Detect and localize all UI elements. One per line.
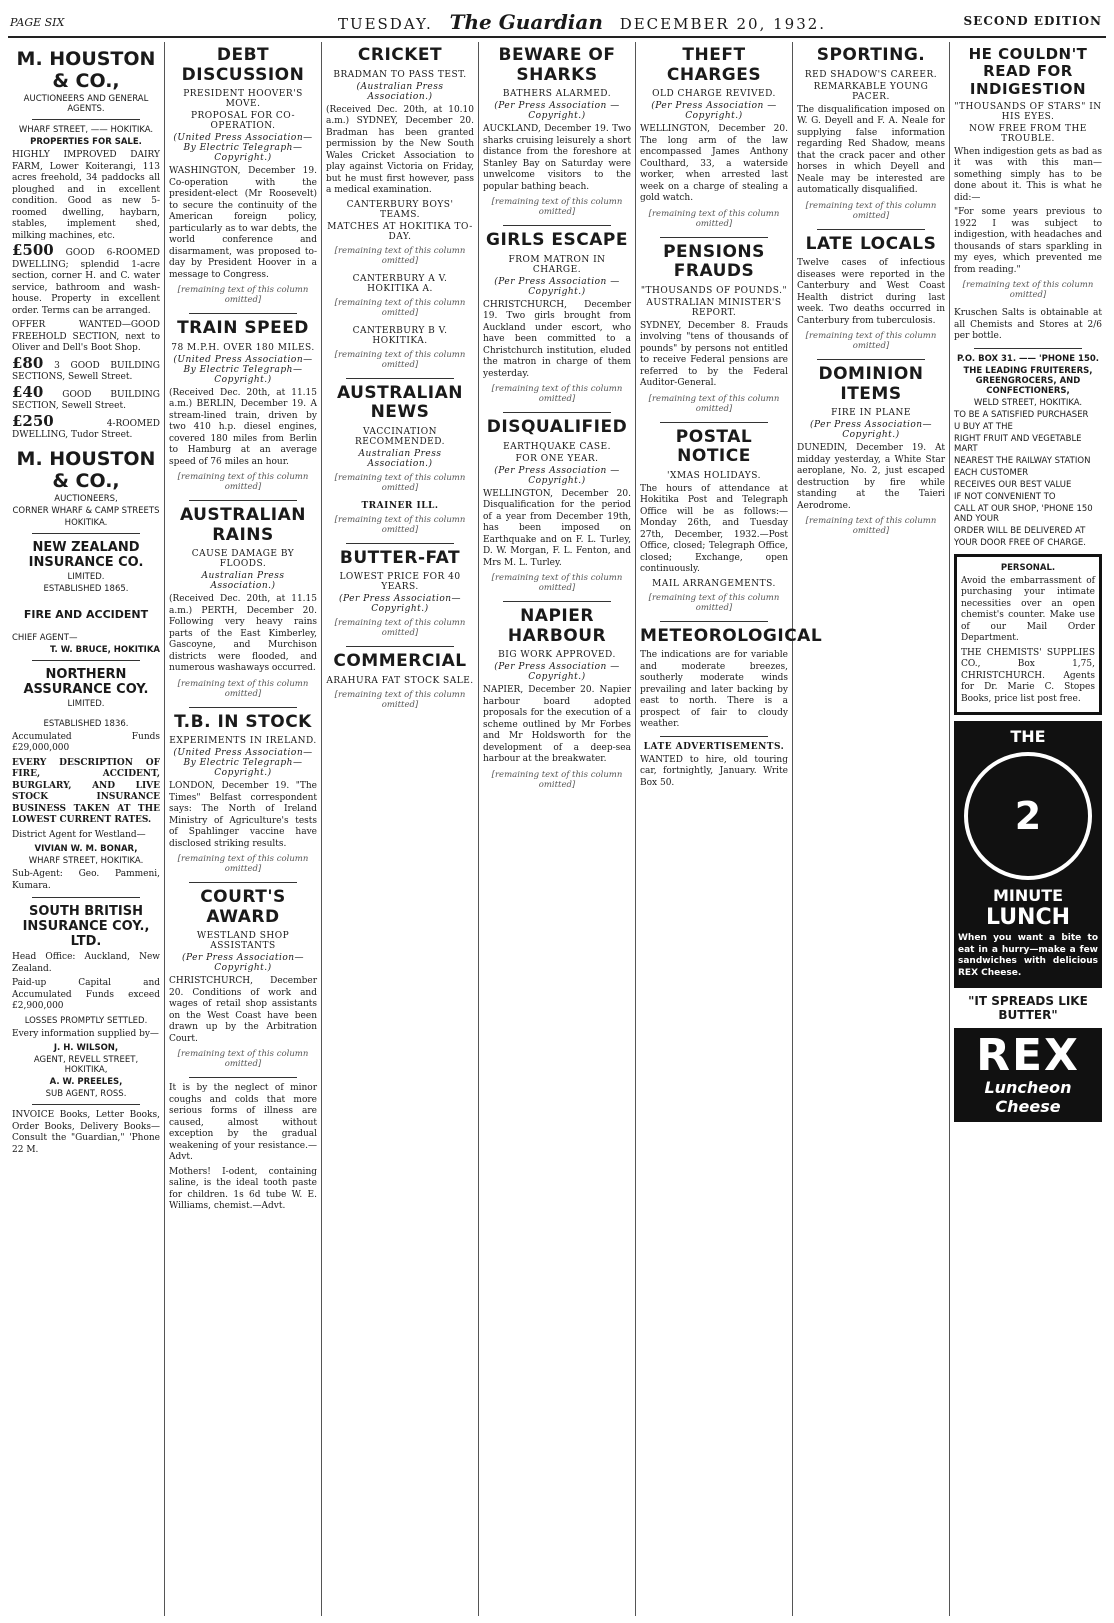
nz-insurance-limited: LIMITED. — [67, 571, 105, 582]
price-40: £40 — [12, 382, 44, 401]
headline-late-locals: LATE LOCALS — [805, 233, 937, 254]
ad-freehold: OFFER WANTED—GOOD FREEHOLD SECTION, next to Oliver and Dell's Boot Shop. — [12, 320, 160, 353]
late-advertisements-heading: LATE ADVERTISEMENTS. — [643, 741, 785, 752]
column-4 — [479, 42, 636, 1616]
headline-sporting: SPORTING. — [816, 45, 926, 65]
divider — [189, 882, 297, 883]
headline-beware-of-sharks: BEWARE OF SHARKS — [498, 45, 616, 85]
northern-established: ESTABLISHED 1836. — [43, 718, 129, 729]
omitted-note: [remaining text of this column omitted] — [805, 200, 937, 221]
fruiterer-line: U BUY AT THE — [954, 421, 1013, 432]
divider — [32, 660, 140, 661]
rex-logo — [954, 1028, 1102, 1122]
properties-heading: PROPERTIES FOR SALE. — [30, 137, 142, 147]
article-body: The indications are for variable and moderate breezes, southerly moderate winds prevailing and later backing by east to north. There is a prospect of fair to cloudy weather. — [640, 650, 788, 730]
omitted-note: [remaining text of this column omitted] — [334, 472, 466, 493]
article-body: AUCKLAND, December 19. Two sharks cruising leisurely a short distance from the foreshore at Stanley Bay on Saturday were unwelcome visitors to the popular bathing beach. — [483, 124, 631, 192]
omitted-note: [remaining text of this column omitted] — [805, 331, 937, 352]
divider — [660, 621, 768, 622]
subhead: MAIL ARRANGEMENTS. — [652, 578, 776, 589]
omitted-note: [remaining text of this column omitted] — [491, 769, 623, 790]
rex-luncheon: Luncheon Cheese — [984, 1078, 1072, 1117]
subhead: OLD CHARGE REVIVED. — [652, 89, 776, 100]
omitted-note: [remaining text of this column omitted] — [334, 245, 466, 266]
subhead: CANTERBURY BOYS' TEAMS. — [346, 199, 454, 220]
subhead: FOR ONE YEAR. — [515, 453, 599, 464]
edition-label: SECOND EDITION — [963, 14, 1102, 28]
article-body: CHRISTCHURCH, December 19. Two girls brought from Auckland under escort, who have been committed to a Christchurch institution, eluded the matron in charge of them yesterday. — [483, 299, 631, 379]
ad-dairy-farm: HIGHLY IMPROVED DAIRY FARM, Lower Koiterangi, 113 acres freehold, 34 paddocks all ploughed and in excellent condition. Good as new 5-roomed dwelling, haybarn, stables, implement shed, milking machines, etc. — [12, 150, 160, 241]
omitted-note: [remaining text of this column omitted] — [962, 280, 1094, 301]
dateline-credit: (Per Press Association — Copyright.) — [494, 465, 620, 486]
divider — [346, 543, 454, 544]
article-body: Twelve cases of infectious diseases were reported in the Canterbury and West Coast Health district during last week. Two deaths occurred in Canterbury from tuberculosis. — [797, 258, 945, 326]
nz-insurance-established: ESTABLISHED 1865. — [43, 583, 129, 594]
headline-theft-charges: THEFT CHARGES — [666, 45, 762, 85]
fruiterer-line: YOUR DOOR FREE OF CHARGE. — [954, 537, 1087, 548]
rex-minute: MINUTE — [992, 886, 1064, 906]
article-body: SYDNEY, December 8. Frauds involving "tens of thousands of pounds" by persons not entitled to receive Federal pensions are referred to by the Federal Auditor-General. — [640, 320, 788, 389]
article-body: Kruschen Salts is obtainable at all Chemists and Stores at 2/6 per bottle. — [954, 308, 1102, 342]
omitted-note: [remaining text of this column omitted] — [805, 516, 937, 537]
fruiterer-line: IF NOT CONVENIENT TO — [954, 491, 1056, 502]
invoice-books-ad: INVOICE Books, Letter Books, Order Books, Delivery Books—Consult the "Guardian," 'Phone 22 M. — [12, 1110, 160, 1155]
ad-250-text: 4-ROOMED DWELLING, Tudor Street. — [12, 418, 160, 440]
newspaper-page — [8, 6, 1106, 1616]
headline-train-speed: TRAIN SPEED — [177, 318, 309, 339]
divider — [32, 119, 140, 120]
sub-agent: Sub-Agent: Geo. Pammeni, Kumara. — [12, 869, 160, 891]
ad-40-text: GOOD BUILDING SECTION, Sewell Street. — [12, 389, 160, 411]
subhead: TRAINER ILL. — [361, 500, 439, 511]
northern-limited: LIMITED. — [67, 698, 105, 709]
columns — [8, 42, 1106, 1616]
rex-lunch: LUNCH — [985, 905, 1071, 931]
headline-australian-rains: AUSTRALIAN RAINS — [179, 505, 307, 545]
rex-spreads: "IT SPREADS LIKE BUTTER" — [968, 994, 1088, 1023]
headline-pensions-frauds: PENSIONS FRAUDS — [663, 241, 765, 282]
article-body: NAPIER, December 20. Napier harbour board adopted proposals for the execution of a scheme outlined by Mr Forbes and Mr Holdsworth for the development of a deep-sea harbour at the breakwater. — [483, 685, 631, 765]
omitted-note: [remaining text of this column omitted] — [648, 393, 780, 414]
dateline-credit: Australian Press Association.) — [201, 571, 285, 592]
subhead: CANTERBURY B V. HOKITIKA. — [352, 325, 448, 346]
divider — [32, 1104, 140, 1105]
omitted-note: [remaining text of this column omitted] — [648, 208, 780, 229]
article-body: "For some years previous to 1922 I was subject to indigestion, with headaches and thousands of stars sparkling in my eyes, which prevented me from reading." — [954, 207, 1102, 275]
subhead: LOWEST PRICE FOR 40 YEARS. — [339, 572, 461, 593]
dateline-credit: (Per Press Association—Copyright.) — [181, 953, 305, 974]
omitted-note: [remaining text of this column omitted] — [177, 1049, 309, 1070]
omitted-note: [remaining text of this column omitted] — [177, 854, 309, 875]
divider — [189, 707, 297, 708]
omitted-note: [remaining text of this column omitted] — [177, 285, 309, 306]
subhead: FROM MATRON IN CHARGE. — [508, 254, 606, 275]
column-6 — [793, 42, 950, 1616]
article-body: WASHINGTON, December 19. Co-operation with the president-elect (Mr Roosevelt) to secure the continuity of the American foreign policy, particularly as to war debts, the world conference and disarmament, was proposed to-day by President Hoover in a message to Congress. — [169, 166, 317, 280]
headline-meteorological: METEOROLOGICAL — [640, 625, 823, 646]
advert-coughs: It is by the neglect of minor coughs and colds that more serious forms of illness are caused, almost without exception by the gradual weakening of your resistance.—Advt. — [169, 1083, 317, 1163]
masthead — [8, 6, 1106, 38]
article-body: (Received Dec. 20th, at 10.10 a.m.) SYDNEY, December 20. Bradman has been granted permission by the New South Wales Cricket Association to play against Victoria on Friday, but he must first however, pass a medical examination. — [326, 104, 474, 196]
dateline-credit: (United Press Association—By Electric Telegraph—Copyright.) — [173, 354, 313, 385]
rex-two: 2 — [1014, 794, 1042, 839]
divider — [660, 237, 768, 238]
omitted-note: [remaining text of this column omitted] — [334, 514, 466, 535]
fruiterer-address: WELD STREET, HOKITIKA. — [973, 397, 1083, 408]
fruiterer-line: TO BE A SATISFIED PURCHASER — [954, 409, 1089, 420]
headline-commercial: COMMERCIAL — [333, 651, 467, 672]
fruiterer-line: CALL AT OUR SHOP, 'PHONE 150 AND YOUR — [954, 503, 1093, 524]
divider — [189, 1077, 297, 1078]
dateline-credit: (United Press Association—By Electric Telegraph—Copyright.) — [173, 748, 313, 779]
omitted-note: [remaining text of this column omitted] — [491, 384, 623, 405]
headline-debt-discussion: DEBT DISCUSSION — [181, 45, 305, 85]
divider — [346, 646, 454, 647]
subhead: "THOUSANDS OF POUNDS." — [640, 285, 788, 296]
dateline-credit: (Per Press Association — Copyright.) — [651, 101, 777, 122]
rex-the: THE — [1010, 727, 1046, 747]
rex-body: When you want a bite to eat in a hurry—make a few sandwiches with delicious REX Cheese. — [958, 933, 1098, 978]
subhead: 78 M.P.H. OVER 180 MILES. — [171, 342, 315, 353]
ad-500 — [12, 241, 160, 317]
dateline-credit: Australian Press Association.) — [358, 448, 442, 469]
subhead: "THOUSANDS OF STARS" IN HIS EYES. — [954, 101, 1102, 122]
price-250: £250 — [12, 411, 54, 430]
divider — [974, 348, 1082, 349]
article-body: The hours of attendance at Hokitika Post and Telegraph Office will be as follows:— Monday 26th, and Tuesday 27th, December, 1932.—Post Office, closed; Telegraph Office, closed; Exchange, open continuously. — [640, 483, 788, 575]
losses-settled: LOSSES PROMPTLY SETTLED. — [24, 1015, 148, 1026]
district-agent-label: District Agent for Westland— — [12, 829, 146, 840]
divider — [660, 422, 768, 423]
advert-wanted-car: WANTED to hire, old touring car, fortnightly, January. Write Box 50. — [640, 754, 788, 788]
omitted-note: [remaining text of this column omitted] — [334, 297, 466, 318]
page-number: PAGE SIX — [10, 16, 65, 29]
column-2 — [165, 42, 322, 1616]
dateline-credit: (United Press Association—By Electric Telegraph—Copyright.) — [173, 133, 313, 164]
article-body: The disqualification imposed on W. G. Deyell and F. A. Neale for supplying false information regarding Red Shadow, means that the crack pacer and other horses in which Deyell and Neale may be interested are automatically disqualified. — [797, 104, 945, 196]
advert-iodent: Mothers! I-odent, containing saline, is the ideal tooth paste for children. 1s 6d tube W. E. Williams, chemist.—Advt. — [169, 1166, 317, 1212]
fire-accident: FIRE AND ACCIDENT — [23, 607, 149, 621]
subhead: PROPOSAL FOR CO-OPERATION. — [190, 111, 296, 132]
subhead: BRADMAN TO PASS TEST. — [333, 69, 467, 80]
ad-firm-address: WHARF STREET, —— HOKITIKA. — [18, 125, 154, 135]
subhead: BIG WORK APPROVED. — [498, 650, 616, 661]
article-body: WELLINGTON, December 20. The long arm of the law encompassed James Anthony Coulthard, 33, a waterside worker, when arrested last week on a charge of stealing a gold watch. — [640, 124, 788, 204]
masthead-day: TUESDAY. — [337, 15, 433, 33]
subhead: RED SHADOW'S CAREER. — [804, 69, 938, 80]
article-body: LONDON, December 19. "The Times" Belfast correspondent says: The North of Ireland Ministry of Agriculture's tests of Spahlinger vaccine have disclosed striking results. — [169, 781, 317, 849]
dateline-credit: (Per Press Association— Copyright.) — [338, 594, 462, 615]
personal-body: Avoid the embarrassment of purchasing your intimate necessities over an open chemist's counter. Make use of our Mail Order Department. — [961, 575, 1095, 644]
ad-80 — [12, 353, 160, 384]
omitted-note: [remaining text of this column omitted] — [334, 349, 466, 370]
headline-butter-fat: BUTTER-FAT — [339, 547, 461, 568]
article-body: (Received Dec. 20th, at 11.15 a.m.) PERTH, December 20. Following very heavy rains parts of the East Kimberley, Gascoyne, and Murchison districts were flooded, and numerous washaways occurred. — [169, 594, 317, 674]
ad-40 — [12, 382, 160, 413]
agent-preeles: A. W. PREELES, — [49, 1077, 123, 1087]
article-body: WELLINGTON, December 20. Disqualification for the period of a year from December 19th, has been imposed on Earthquake and on F. L. Turley, D. W. Morgan, F. L. Fenton, and Mrs M. L. Turley. — [483, 488, 631, 568]
headline-australian-news: AUSTRALIAN NEWS — [336, 382, 464, 423]
subhead: CANTERBURY A V. HOKITIKA A. — [352, 273, 448, 294]
subhead: REMARKABLE YOUNG PACER. — [813, 81, 929, 102]
subhead: ARAHURA FAT STOCK SALE. — [326, 675, 474, 686]
personal-address: THE CHEMISTS' SUPPLIES CO., Box 1,75, CHRISTCHURCH. Agents for Dr. Marie C. Stopes Books, price list post free. — [961, 647, 1095, 704]
article-body: (Received Dec. 20th, at 11.15 a.m.) BERLIN, December 19. A stream-lined train, driven by two 410 h.p. diesel engines, covered 180 miles from Berlin to Hamburg at an average speed of 76 miles an hour. — [169, 387, 317, 467]
south-british-title: SOUTH BRITISH INSURANCE COY., LTD. — [22, 904, 150, 949]
agent-wilson: J. H. WILSON, — [53, 1043, 119, 1053]
fruiterer-phone: P.O. BOX 31. —— 'PHONE 150. — [956, 353, 1100, 364]
divider — [346, 378, 454, 379]
divider — [503, 225, 611, 226]
rex-wordmark: REX — [976, 1030, 1080, 1082]
divider — [817, 359, 925, 360]
chief-agent-label: CHIEF AGENT— — [12, 632, 78, 643]
divider — [189, 313, 297, 314]
subhead: BATHERS ALARMED. — [502, 89, 612, 100]
fruiterer-line: ORDER WILL BE DELIVERED AT — [954, 525, 1086, 536]
headline-courts-award: COURT'S AWARD — [200, 887, 286, 927]
dateline-credit: (Australian Press Association.) — [356, 81, 444, 102]
divider — [503, 601, 611, 602]
ad-firm-agents: AUCTIONEERS AND GENERAL AGENTS. — [23, 94, 149, 114]
subhead: NOW FREE FROM THE TROUBLE. — [969, 123, 1087, 144]
headline-indigestion: HE COULDN'T READ FOR INDIGESTION — [968, 45, 1088, 98]
column-3 — [322, 42, 479, 1616]
info-supplied: Every information supplied by— — [12, 1028, 159, 1039]
fruiterer-line: EACH CUSTOMER — [954, 467, 1029, 478]
south-british-office: Head Office: Auckland, New Zealand. — [12, 952, 160, 974]
divider — [32, 533, 140, 534]
omitted-note: [remaining text of this column omitted] — [177, 472, 309, 493]
northern-every: EVERY DESCRIPTION OF FIRE, ACCIDENT, BURGLARY, AND LIVE STOCK INSURANCE BUSINESS TAKEN AT THE LOWEST CURRENT RATES. — [12, 757, 160, 825]
divider — [503, 412, 611, 413]
article-body: When indigestion gets as bad as it was with this man—something simply has to be done about it. This is what he did:— — [954, 146, 1102, 203]
headline-dominion-items: DOMINION ITEMS — [818, 364, 924, 404]
headline-postal-notice: POSTAL NOTICE — [675, 426, 753, 467]
ad-500-text: GOOD 6-ROOMED DWELLING; splendid 1-acre section, corner H. and C. water service, bathroom and wash-house. Property in excellent order. Terms can be arranged. — [12, 248, 160, 316]
subhead: EARTHQUAKE CASE. — [503, 441, 611, 452]
dateline-credit: (Per Press Association — Copyright.) — [494, 276, 620, 297]
article-body: CHRISTCHURCH, December 20. Conditions of work and wages of retail shop assistants on the West Coast have been drawn up by the Arbitration Court. — [169, 976, 317, 1044]
omitted-note: [remaining text of this column omitted] — [334, 689, 466, 710]
dateline-credit: (Per Press Association — Copyright.) — [494, 101, 620, 122]
subhead: CAUSE DAMAGE BY FLOODS. — [191, 549, 295, 570]
ad-250 — [12, 411, 160, 442]
column-5 — [636, 42, 823, 1616]
agent-wilson-address: AGENT, REVELL STREET, HOKITIKA, — [33, 1055, 139, 1075]
price-500: £500 — [12, 241, 54, 259]
subhead: EXPERIMENTS IN IRELAND. — [169, 736, 317, 747]
omitted-note: [remaining text of this column omitted] — [334, 618, 466, 639]
south-british-capital: Paid-up Capital and Accumulated Funds exceed £2,900,000 — [12, 978, 160, 1011]
headline-girls-escape: GIRLS ESCAPE — [486, 230, 628, 251]
headline-tb-in-stock: T.B. IN STOCK — [174, 711, 312, 732]
nz-insurance-title: NEW ZEALAND INSURANCE CO. — [28, 539, 144, 570]
headline-disqualified: DISQUALIFIED — [486, 417, 628, 438]
omitted-note: [remaining text of this column omitted] — [648, 592, 780, 613]
price-80: £80 — [12, 353, 44, 372]
northern-funds: Accumulated Funds £29,000,000 — [12, 731, 160, 753]
fruiterer-title: THE LEADING FRUITERERS, GREENGROCERS, AND CONFECTIONERS, — [963, 365, 1093, 396]
clock-icon — [964, 752, 1092, 880]
subhead: FIRE IN PLANE — [831, 408, 911, 419]
ad-corner-streets: CORNER WHARF & CAMP STREETS — [12, 505, 160, 516]
divider — [32, 897, 140, 898]
masthead-date: DECEMBER 20, 1932. — [619, 15, 827, 33]
fruiterer-line: RECEIVES OUR BEST VALUE — [954, 479, 1072, 490]
subhead: WESTLAND SHOP ASSISTANTS — [196, 931, 290, 952]
ad-auctioneers: AUCTIONEERS, — [54, 493, 118, 504]
fruiterer-line: NEAREST THE RAILWAY STATION — [954, 455, 1091, 466]
ad-80-text: 3 GOOD BUILDING SECTIONS, Sewell Street. — [12, 360, 160, 382]
fruiterer-line: RIGHT FRUIT AND VEGETABLE MART — [954, 433, 1082, 454]
subhead: 'XMAS HOLIDAYS. — [667, 470, 761, 481]
subhead: MATCHES AT HOKITIKA TO-DAY. — [327, 221, 473, 242]
omitted-note: [remaining text of this column omitted] — [177, 678, 309, 699]
article-body: DUNEDIN, December 19. At midday yesterday, a White Star aeroplane, No. 2, just escaped destruction by fire while standing at the Taieri Aerodrome. — [797, 443, 945, 511]
dateline-credit: (Per Press Association— Copyright.) — [809, 420, 933, 441]
subhead: AUSTRALIAN MINISTER'S REPORT. — [646, 297, 782, 318]
divider — [817, 229, 925, 230]
column-1 — [8, 42, 165, 1616]
chief-agent-name: T. W. BRUCE, HOKITIKA — [50, 644, 160, 655]
omitted-note: [remaining text of this column omitted] — [491, 573, 623, 594]
agent-preeles-address: SUB AGENT, ROSS. — [45, 1089, 127, 1099]
masthead-title — [258, 10, 906, 34]
rex-cheese-advert — [954, 721, 1102, 988]
paper-name: The Guardian — [449, 10, 603, 34]
district-agent-address: WHARF STREET, HOKITIKA. — [28, 856, 144, 866]
divider — [660, 736, 768, 737]
ad-firm-title: M. HOUSTON & CO., — [16, 48, 156, 92]
omitted-note: [remaining text of this column omitted] — [491, 197, 623, 218]
headline-cricket: CRICKET — [357, 45, 443, 65]
divider — [189, 500, 297, 501]
dateline-credit: (Per Press Association — Copyright.) — [494, 662, 620, 683]
subhead: PRESIDENT HOOVER'S MOVE. — [183, 89, 303, 110]
personal-advert — [954, 554, 1102, 716]
ad-firm-title-2: M. HOUSTON & CO., — [16, 447, 156, 492]
column-7 — [950, 42, 1106, 1616]
headline-napier-harbour: NAPIER HARBOUR — [507, 606, 607, 646]
district-agent-name: VIVIAN W. M. BONAR, — [34, 844, 138, 854]
ad-hokitika: HOKITIKA. — [64, 517, 108, 528]
subhead: VACCINATION RECOMMENDED. — [354, 426, 446, 447]
northern-assurance-title: NORTHERN ASSURANCE COY. — [23, 666, 149, 697]
personal-heading: PERSONAL. — [1000, 562, 1056, 573]
